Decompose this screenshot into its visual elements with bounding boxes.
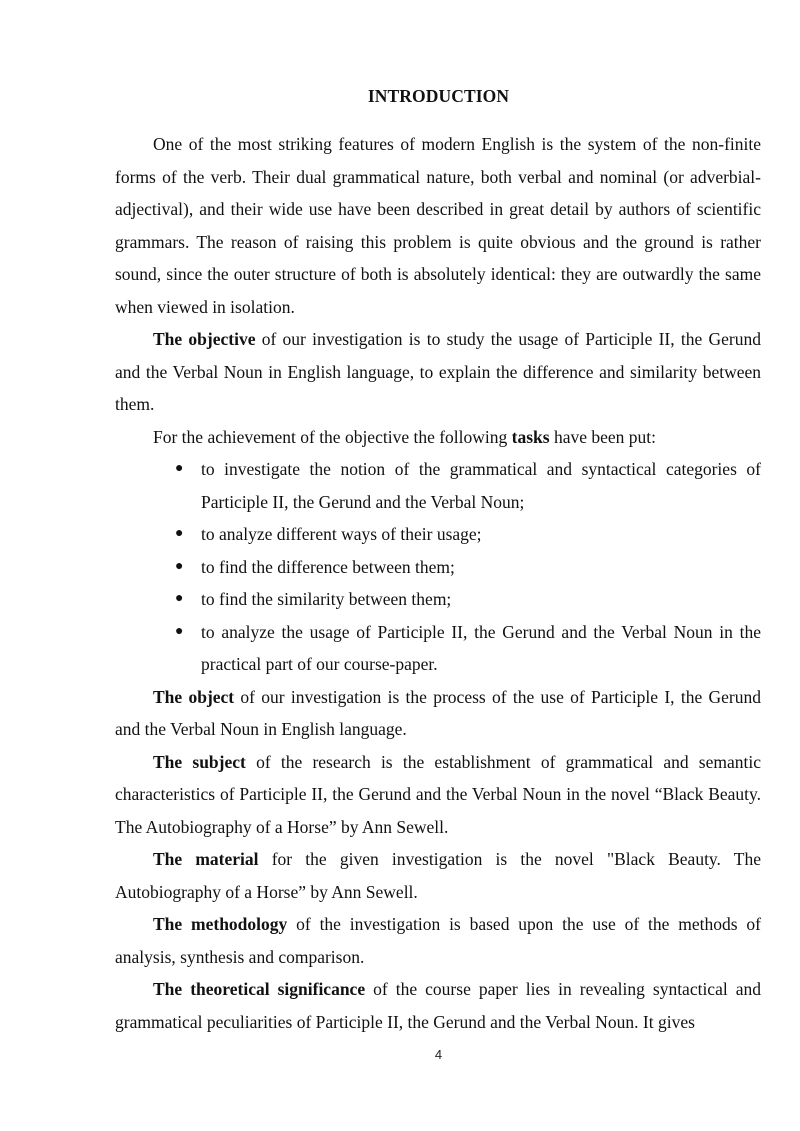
list-item (115, 583, 761, 616)
list-item (115, 518, 761, 551)
bullet-icon: ● (175, 461, 184, 476)
objective-text: of our investigation is to study the usage of Participle II, the Gerund and the Verbal Noun in English language, to explain the difference and similarity between them. (115, 329, 761, 414)
bullet-icon: ● (175, 526, 184, 541)
material-text: for the given investigation is the novel "Black Beauty. The Autobiography of a Horse” by Ann Sewell. (115, 849, 761, 902)
task-text: to investigate the notion of the grammatical and syntactical categories of Participle II, the Gerund and the Verbal Noun; (201, 459, 761, 512)
subject-label: The subject (153, 751, 246, 772)
tasks-intro-after: have been put: (549, 426, 656, 447)
material-paragraph (115, 843, 761, 908)
methodology-label: The methodology (153, 914, 288, 934)
intro-paragraph (115, 128, 761, 323)
intro-text: One of the most striking features of modern English is the system of the non-finite forms of the verb. Their dual grammatical nature, both verbal and nominal (or adverbial-adjectival), and their wide use have been described in great detail by authors of scientific grammars. The reason of raising this problem is quite obvious and the ground is rather sound, since the outer structure of both is absolutely identical: they are outwardly the same when viewed in isolation. (115, 134, 761, 317)
methodology-paragraph (115, 908, 761, 973)
tasks-intro-paragraph (115, 421, 761, 454)
task-text: to find the similarity between them; (201, 589, 452, 609)
subject-text: of the research is the establishment of grammatical and semantic characteristics of Participle II, the Gerund and the Verbal Noun in the novel “Black Beauty. The Autobiography of a Horse” by Ann Sewell. (115, 751, 762, 837)
task-text: to analyze the usage of Participle II, the Gerund and the Verbal Noun in the practical part of our course-paper. (201, 621, 761, 674)
tasks-list (115, 453, 761, 681)
body-text (115, 128, 761, 1038)
page-number: 4 (434, 1047, 443, 1062)
object-label: The object (153, 686, 235, 707)
list-item (115, 551, 761, 584)
objective-paragraph (115, 323, 761, 421)
object-paragraph (115, 681, 761, 746)
task-text: to analyze different ways of their usage; (201, 524, 482, 544)
significance-label: The theoretical significance (153, 979, 366, 999)
subject-paragraph (115, 746, 761, 844)
tasks-intro-before: For the achievement of the objective the following (153, 426, 512, 447)
bullet-icon: ● (175, 558, 184, 574)
tasks-label: tasks (511, 426, 550, 447)
material-label: The material (153, 849, 259, 869)
significance-paragraph (115, 973, 761, 1038)
bullet-icon: ● (175, 623, 184, 639)
significance-text: of the course paper lies in revealing syntactical and grammatical peculiarities of Participle II, the Gerund and the Verbal Noun. It gives (115, 979, 762, 1032)
object-text: of our investigation is the process of the use of Participle I, the Gerund and the Verbal Noun in English language. (115, 686, 761, 739)
task-text: to find the difference between them; (201, 556, 455, 577)
bullet-icon: ● (175, 591, 184, 606)
list-item (115, 453, 761, 518)
methodology-text: of the investigation is based upon the use of the methods of analysis, synthesis and comparison. (115, 914, 761, 967)
page-title: INTRODUCTION (367, 86, 510, 106)
list-item (115, 616, 761, 681)
objective-label: The objective (153, 329, 256, 349)
